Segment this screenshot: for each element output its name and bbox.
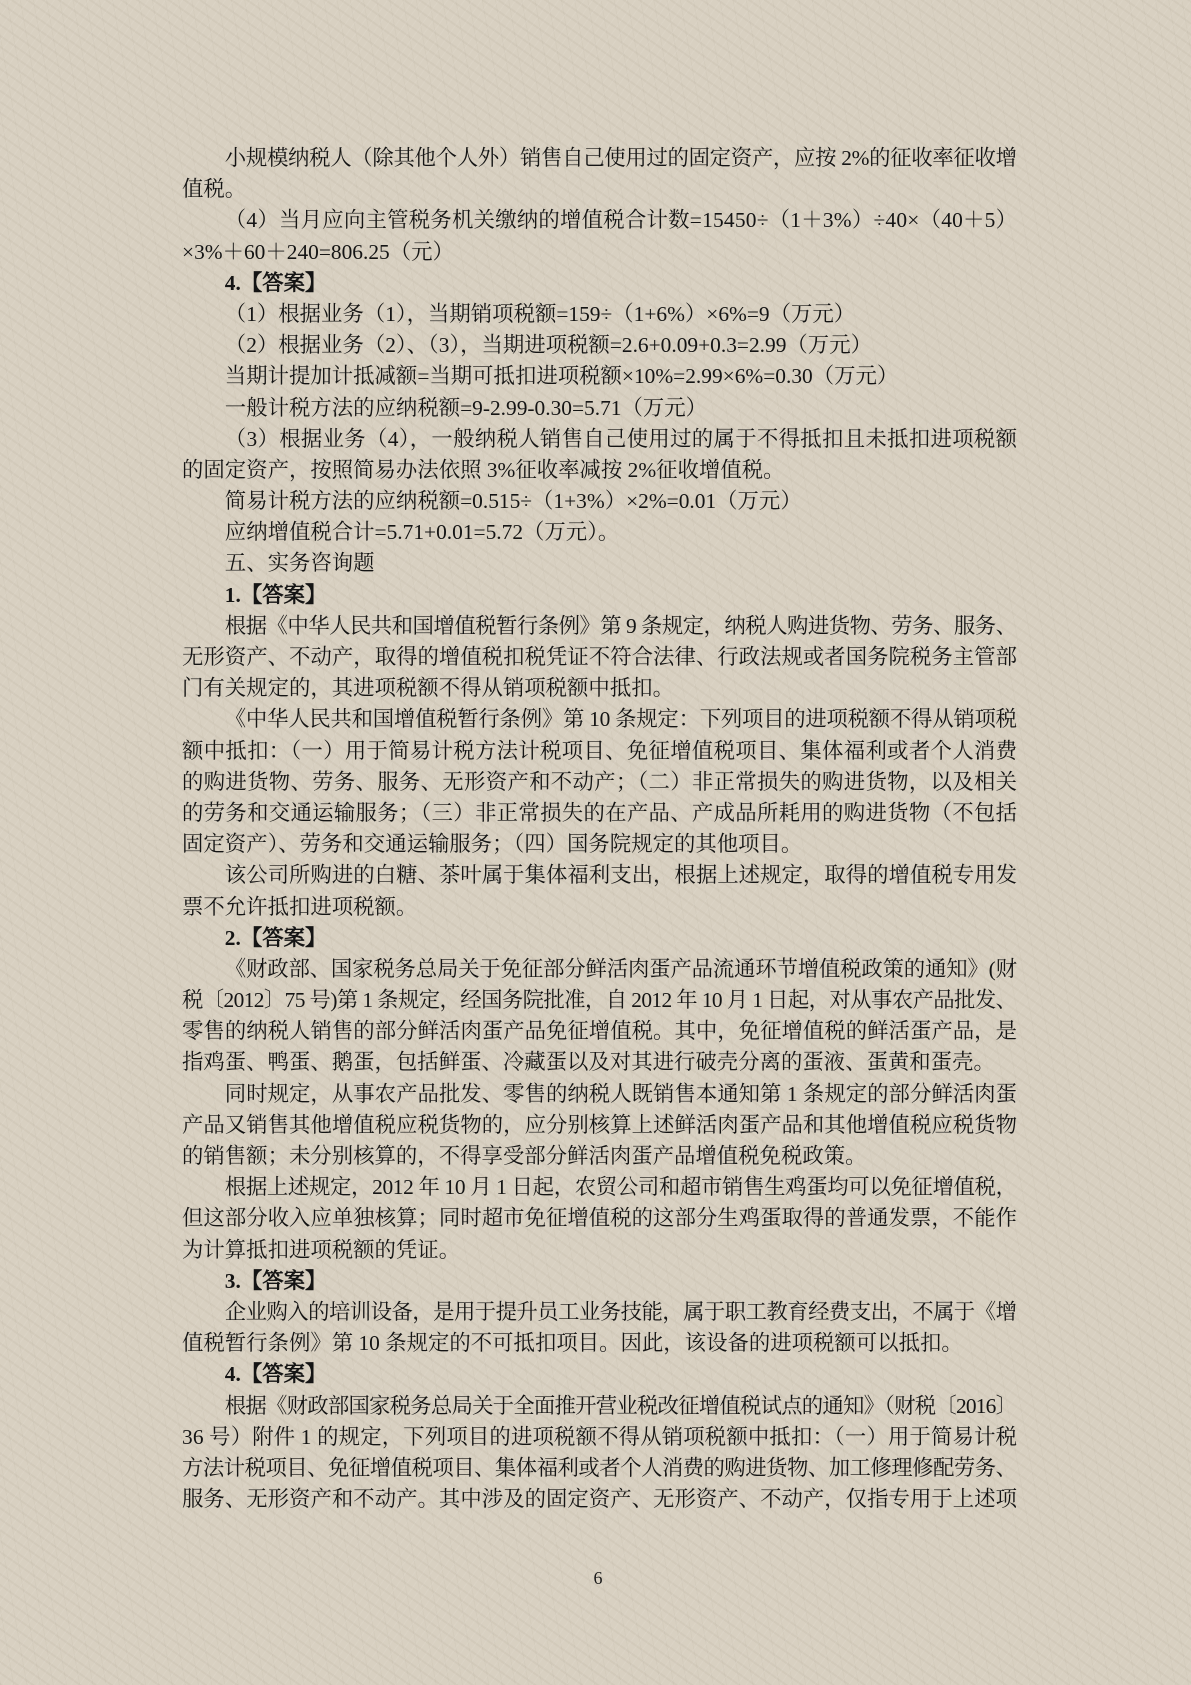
line-text: 的劳务和交通运输服务；（三）非正常损失的在产品、产成品所耗用的购进货物（不包括 xyxy=(182,800,1018,825)
text-line xyxy=(182,1047,1017,1078)
line-text: 指鸡蛋、鸭蛋、鹅蛋，包括鲜蛋、冷藏蛋以及对其进行破壳分离的蛋液、蛋黄和蛋壳。 xyxy=(182,1050,995,1075)
line-text: 零售的纳税人销售的部分鲜活肉蛋产品免征增值税。其中，免征增值税的鲜活蛋产品，是 xyxy=(182,1019,1018,1044)
line-text: 该公司所购进的白糖、茶叶属于集体福利支出，根据上述规定，取得的增值税专用发 xyxy=(224,863,1018,888)
page-number: 6 xyxy=(593,1568,603,1588)
line-text: 4.【答案】 xyxy=(224,270,327,295)
line-text: 的购进货物、劳务、服务、无形资产和不动产；（二）非正常损失的购进货物，以及相关 xyxy=(182,769,1018,794)
line-text: （1）根据业务（1），当期销项税额=159÷（1+6%）×6%=9（万元） xyxy=(224,301,856,326)
line-text: ×3%＋60＋240=806.25（元） xyxy=(182,239,454,264)
line-text: 为计算抵扣进项税额的凭证。 xyxy=(182,1237,461,1262)
line-text: 方法计税项目、免征增值税项目、集体福利或者个人消费的购进货物、加工修理修配劳务、 xyxy=(182,1455,1017,1480)
text-line xyxy=(182,268,1017,299)
line-text: 4.【答案】 xyxy=(224,1362,327,1387)
text-line xyxy=(182,1297,1017,1328)
line-text: 企业购入的培训设备，是用于提升员工业务技能，属于职工教育经费支出，不属于《增 xyxy=(224,1299,1017,1324)
line-text: 的销售额；未分别核算的，不得享受部分鲜活肉蛋产品增值税免税政策。 xyxy=(182,1144,867,1168)
line-text: 服务、无形资产和不动产。其中涉及的固定资产、无形资产、不动产，仅指专用于上述项 xyxy=(182,1487,1018,1512)
text-line xyxy=(182,517,1017,548)
line-text: 2.【答案】 xyxy=(224,925,327,950)
text-line xyxy=(182,455,1017,486)
paragraph xyxy=(182,517,1017,548)
answer-heading xyxy=(182,268,1017,299)
answer-heading xyxy=(182,1359,1017,1390)
line-text: 值税暂行条例》第 10 条规定的不可抵扣项目。因此，该设备的进项税额可以抵扣。 xyxy=(182,1331,963,1356)
line-text: 根据《中华人民共和国增值税暂行条例》第 9 条规定，纳税人购进货物、劳务、服务、 xyxy=(224,613,1017,638)
text-line xyxy=(182,673,1017,704)
line-text: 但这部分收入应单独核算；同时超市免征增值税的这部分生鸡蛋取得的普通发票，不能作 xyxy=(182,1206,1018,1231)
line-text: 产品又销售其他增值税应税货物的，应分别核算上述鲜活肉蛋产品和其他增值税应税货物 xyxy=(182,1112,1018,1137)
paragraph xyxy=(182,330,1017,361)
paragraph xyxy=(182,1172,1017,1266)
text-line xyxy=(182,1172,1017,1203)
text-line xyxy=(182,1110,1017,1141)
line-text: 根据《财政部国家税务总局关于全面推开营业税改征增值税试点的通知》（财税〔2016〕 xyxy=(224,1393,1017,1418)
text-line xyxy=(182,704,1017,735)
line-text: 36 号）附件 1 的规定，下列项目的进项税额不得从销项税额中抵扣：（一）用于简易计税 xyxy=(182,1424,1018,1449)
answer-heading xyxy=(182,1266,1017,1297)
text-line xyxy=(182,1328,1017,1359)
line-text: 当期计提加计抵减额=当期可抵扣进项税额×10%=2.99×6%=0.30（万元） xyxy=(224,364,899,389)
line-text: 1.【答案】 xyxy=(224,582,327,607)
paragraph xyxy=(182,954,1017,1079)
paragraph xyxy=(182,393,1017,424)
text-line xyxy=(182,548,1017,579)
line-text: （3）根据业务（4），一般纳税人销售自己使用过的属于不得抵扣且未抵扣进项税额 xyxy=(224,426,1018,451)
line-text: （2）根据业务（2）、（3），当期进项税额=2.6+0.09+0.3=2.99（万元） xyxy=(224,333,872,358)
text-line xyxy=(182,1203,1017,1234)
line-text: 同时规定，从事农产品批发、零售的纳税人既销售本通知第 1 条规定的部分鲜活肉蛋 xyxy=(224,1081,1018,1106)
paragraph xyxy=(182,205,1017,267)
text-line xyxy=(182,1141,1017,1172)
text-line xyxy=(182,736,1017,767)
text-line xyxy=(182,1484,1017,1515)
text-line xyxy=(182,174,1017,205)
line-text: 固定资产）、劳务和交通运输服务；（四）国务院规定的其他项目。 xyxy=(182,832,803,857)
text-line xyxy=(182,237,1017,268)
text-line xyxy=(182,143,1017,174)
text-line xyxy=(182,892,1017,923)
text-line xyxy=(182,1359,1017,1390)
text-line xyxy=(182,424,1017,455)
text-line xyxy=(182,205,1017,236)
text-line xyxy=(182,393,1017,424)
text-line xyxy=(182,923,1017,954)
text-line xyxy=(182,642,1017,673)
line-text: 简易计税方法的应纳税额=0.515÷（1+3%）×2%=0.01（万元） xyxy=(224,489,802,514)
text-line xyxy=(182,860,1017,891)
text-line xyxy=(182,1453,1017,1484)
paragraph xyxy=(182,143,1017,205)
paragraph xyxy=(182,424,1017,486)
paragraph xyxy=(182,1079,1017,1173)
text-line xyxy=(182,361,1017,392)
text-line xyxy=(182,985,1017,1016)
text-line xyxy=(182,767,1017,798)
line-text: 小规模纳税人（除其他个人外）销售自己使用过的固定资产，应按 2%的征收率征收增 xyxy=(224,146,1017,170)
text-line xyxy=(182,798,1017,829)
line-text: 税〔2012〕75 号)第 1 条规定，经国务院批准，自 2012 年 10 月 1 日起，对从事农产品批发、 xyxy=(182,988,1017,1013)
line-text: 《财政部、国家税务总局关于免征部分鲜活肉蛋产品流通环节增值税政策的通知》(财 xyxy=(224,956,1017,981)
paragraph xyxy=(182,611,1017,705)
paragraph xyxy=(182,299,1017,330)
text-line xyxy=(182,829,1017,860)
answer-heading xyxy=(182,923,1017,954)
document-body xyxy=(182,143,1017,1515)
text-line xyxy=(182,611,1017,642)
text-line xyxy=(182,1266,1017,1297)
text-line xyxy=(182,1235,1017,1266)
line-text: 五、实务咨询题 xyxy=(224,551,375,576)
line-text: 应纳增值税合计=5.71+0.01=5.72（万元）。 xyxy=(224,520,620,545)
line-text: 值税。 xyxy=(182,177,247,202)
text-line xyxy=(182,299,1017,330)
paragraph xyxy=(182,486,1017,517)
paragraph xyxy=(182,860,1017,922)
text-line xyxy=(182,486,1017,517)
line-text: 无形资产、不动产，取得的增值税扣税凭证不符合法律、行政法规或者国务院税务主管部 xyxy=(182,645,1018,669)
text-line xyxy=(182,580,1017,611)
paragraph xyxy=(182,704,1017,860)
text-line xyxy=(182,1079,1017,1110)
text-line xyxy=(182,954,1017,985)
text-line xyxy=(182,330,1017,361)
paragraph xyxy=(182,1297,1017,1359)
line-text: 3.【答案】 xyxy=(224,1268,327,1293)
paragraph xyxy=(182,361,1017,392)
line-text: 额中抵扣：（一）用于简易计税方法计税项目、免征增值税项目、集体福利或者个人消费 xyxy=(182,738,1018,763)
paragraph xyxy=(182,1391,1017,1516)
line-text: 一般计税方法的应纳税额=9-2.99-0.30=5.71（万元） xyxy=(224,395,708,420)
text-line xyxy=(182,1422,1017,1453)
section-heading xyxy=(182,548,1017,579)
line-text: 门有关规定的，其进项税额不得从销项税额中抵扣。 xyxy=(182,676,674,701)
answer-heading xyxy=(182,580,1017,611)
line-text: 票不允许抵扣进项税额。 xyxy=(182,894,418,919)
text-line xyxy=(182,1016,1017,1047)
text-line xyxy=(182,1391,1017,1422)
line-text: 的固定资产，按照简易办法依照 3%征收率减按 2%征收增值税。 xyxy=(182,457,785,482)
line-text: （4）当月应向主管税务机关缴纳的增值税合计数=15450÷（1＋3%）÷40×（40＋5） xyxy=(224,208,1018,233)
line-text: 《中华人民共和国增值税暂行条例》第 10 条规定：下列项目的进项税额不得从销项税 xyxy=(224,707,1017,732)
line-text: 根据上述规定，2012 年 10 月 1 日起，农贸公司和超市销售生鸡蛋均可以免征增值税， xyxy=(224,1175,1017,1200)
